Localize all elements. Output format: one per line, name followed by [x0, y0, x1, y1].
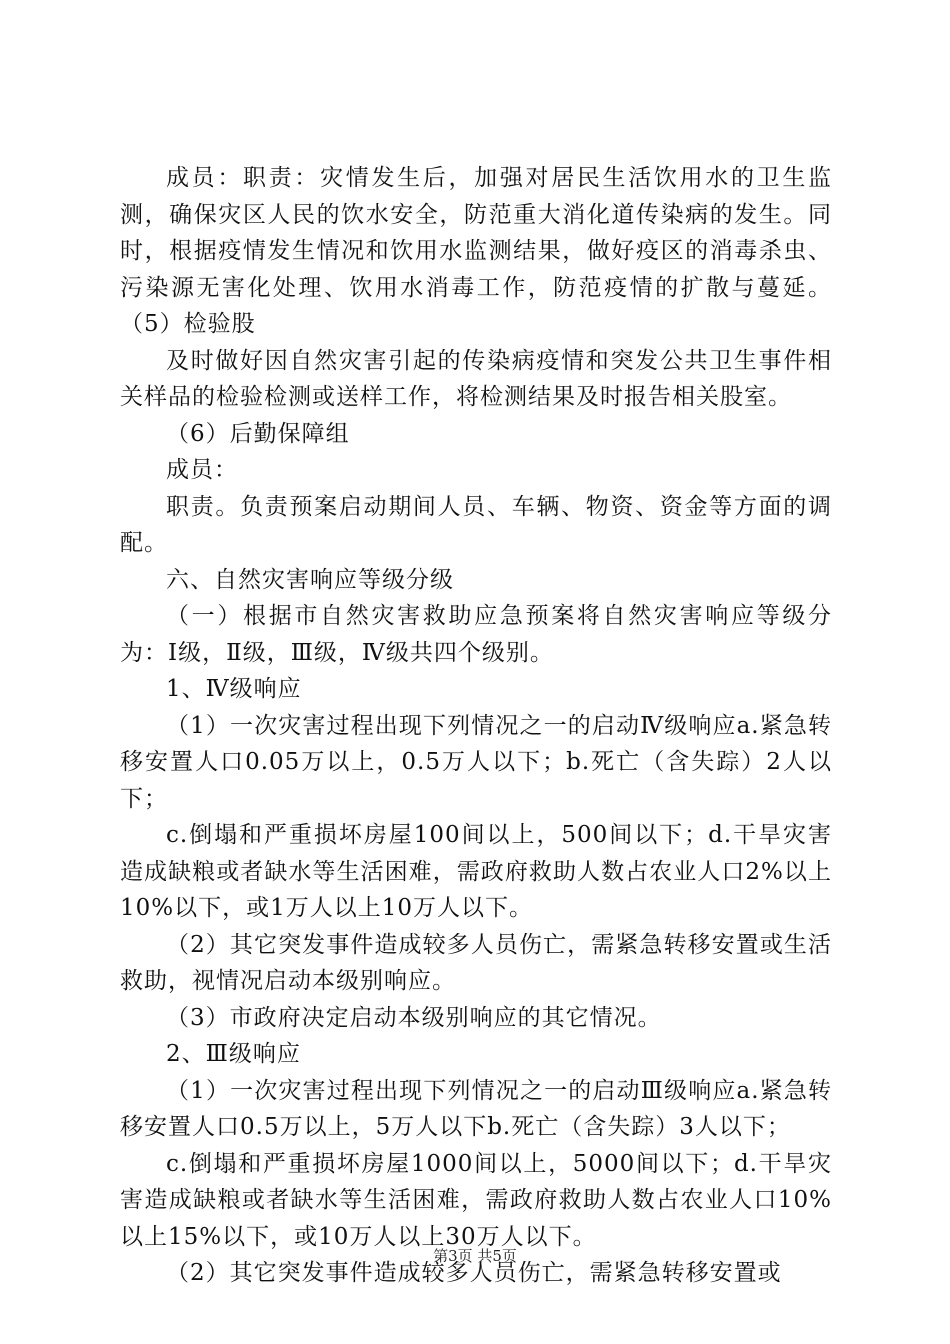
- paragraph-member-duties: 成员：职责：灾情发生后，加强对居民生活饮用水的卫生监测，确保灾区人民的饮水安全，防范重大消化道传染病的发生。同时，根据疫情发生情况和饮用水监测结果，做好疫区的消毒杀虫、污染源无害化处理、饮用水消毒工作，防范疫情的扩散与蔓延。（5）检验股: [120, 165, 832, 337]
- paragraph-logistics-members: 成员：: [166, 457, 238, 483]
- subheading-level-4: 1、Ⅳ级响应: [166, 676, 302, 702]
- paragraph-level-4-item-1: （1）一次灾害过程出现下列情况之一的启动Ⅳ级响应a.紧急转移安置人口0.05万以上，0.5万人以下；b.死亡（含失踪）2人以下；: [120, 712, 832, 812]
- paragraph-testing-duties: 及时做好因自然灾害引起的传染病疫情和突发公共卫生事件相关样品的检验检测或送样工作，将检测结果及时报告相关股室。: [120, 347, 832, 410]
- paragraph-level-4-item-2: （2）其它突发事件造成较多人员伤亡，需紧急转移安置或生活救助，视情况启动本级别响应。: [120, 931, 832, 994]
- document-body: [120, 160, 832, 1292]
- paragraph-logistics-duties: 职责。负责预案启动期间人员、车辆、物资、资金等方面的调配。: [120, 493, 832, 556]
- paragraph-logistics-heading: （6）后勤保障组: [166, 420, 350, 447]
- subheading-level-3: 2、Ⅲ级响应: [166, 1041, 301, 1067]
- page-number-footer: 第3页 共5页: [433, 1247, 517, 1265]
- paragraph-level-3-item-1-cont: c.倒塌和严重损坏房屋1000间以上，5000间以下；d.干旱灾害造成缺粮或者缺水等生活困难，需政府救助人数占农业人口10%以上15%以下，或10万人以上30万人以下。: [120, 1150, 832, 1250]
- section-heading-response-levels: 六、自然灾害响应等级分级: [166, 566, 454, 593]
- paragraph-level-classification: （一）根据市自然灾害救助应急预案将自然灾害响应等级分为：Ⅰ级，Ⅱ级，Ⅲ级，Ⅳ级共四个级别。: [120, 603, 832, 666]
- paragraph-level-3-item-1: （1）一次灾害过程出现下列情况之一的启动Ⅲ级响应a.紧急转移安置人口0.5万以上，5万人以下b.死亡（含失踪）3人以下；: [120, 1077, 832, 1140]
- paragraph-level-4-item-1-cont: c.倒塌和严重损坏房屋100间以上，500间以下；d.干旱灾害造成缺粮或者缺水等生活困难，需政府救助人数占农业人口2%以上10%以下，或1万人以上10万人以下。: [120, 822, 832, 921]
- paragraph-level-4-item-3: （3）市政府决定启动本级别响应的其它情况。: [166, 1004, 662, 1031]
- paragraph-level-3-item-2: （2）其它突发事件造成较多人员伤亡，需紧急转移安置或: [166, 1260, 782, 1286]
